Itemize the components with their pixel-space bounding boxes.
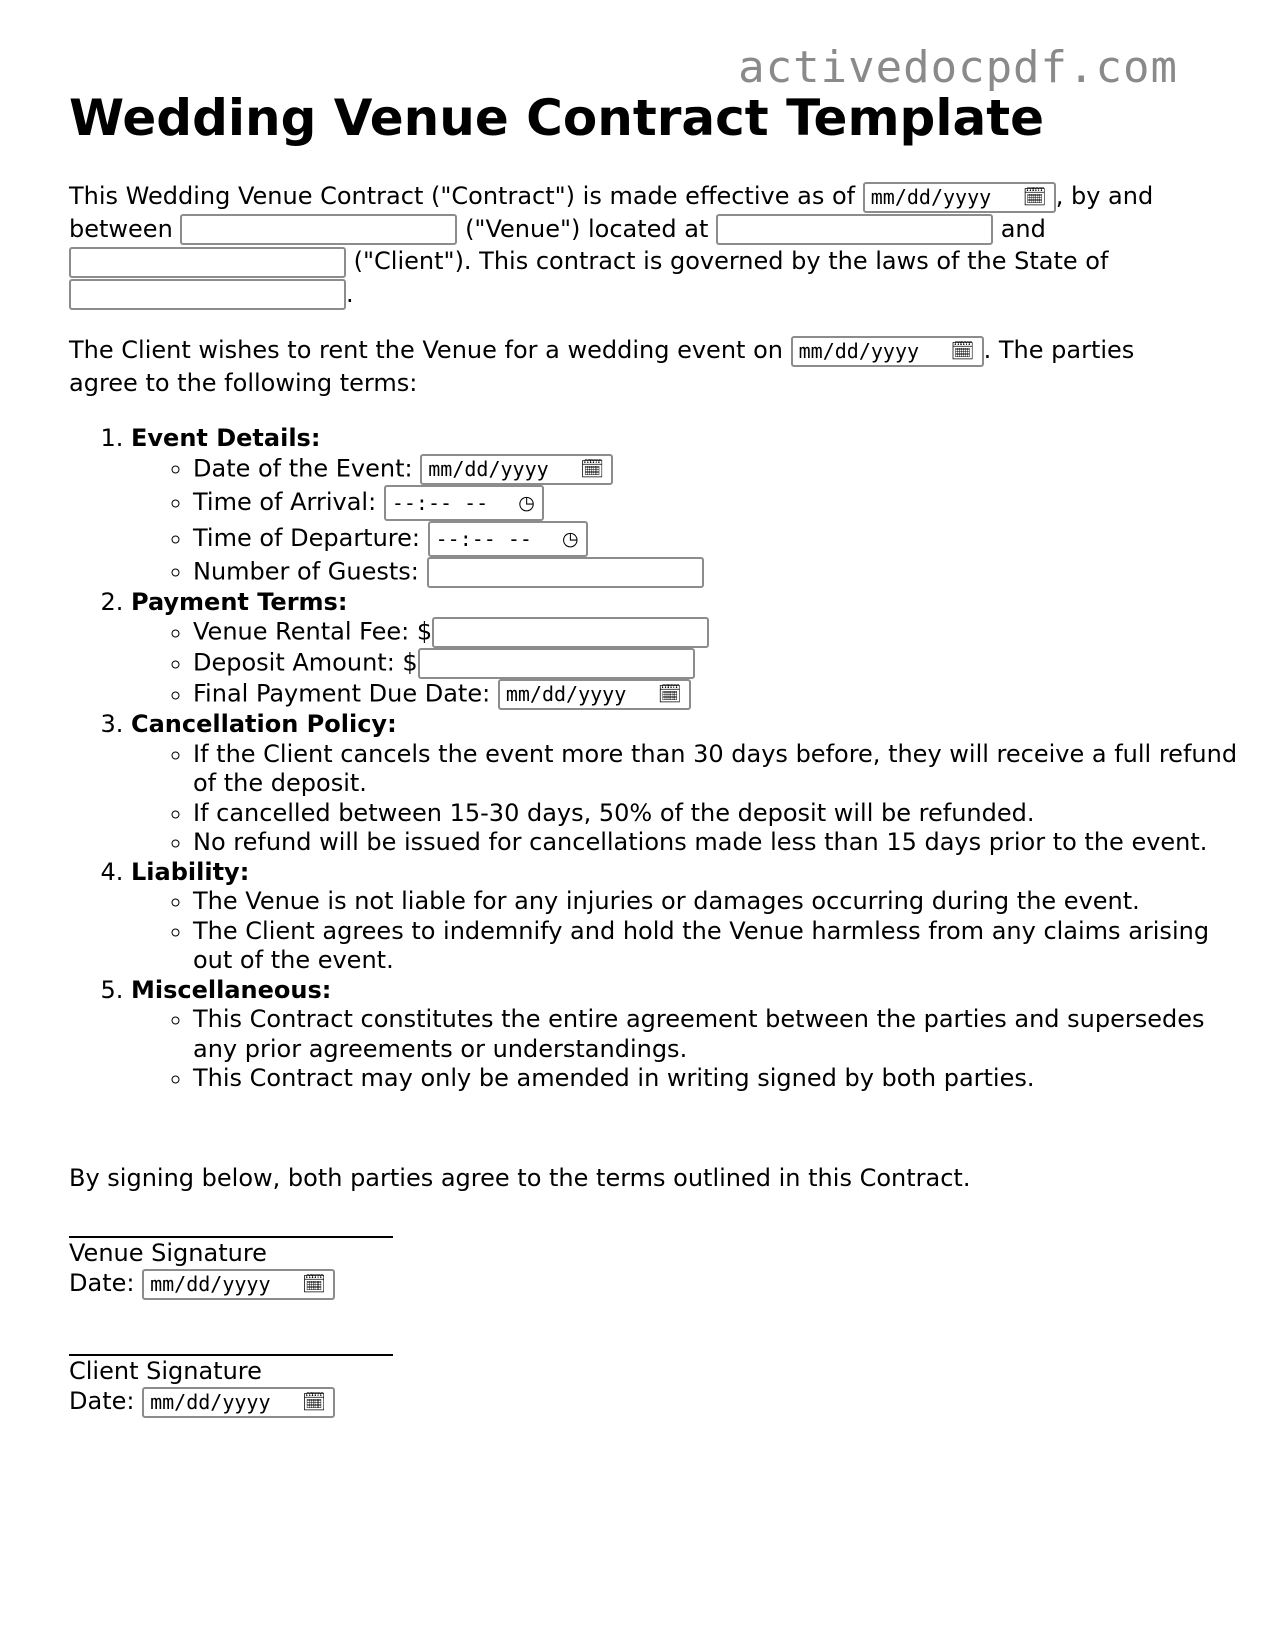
rental-fee-input[interactable] [432, 617, 709, 648]
intro-text: This Wedding Venue Contract ("Contract") is made effective as of [69, 182, 856, 210]
client-signature-date-input[interactable] [142, 1387, 335, 1418]
intro-text: , by and between [69, 182, 1154, 243]
calendar-icon[interactable]: 🗓 [950, 339, 975, 362]
event-text: The Client wishes to rent the Venue for a wedding event on [69, 336, 783, 364]
event-date-input[interactable] [420, 454, 613, 485]
time-placeholder: --:-- -- [435, 526, 532, 551]
list-item [193, 557, 1251, 588]
time-placeholder: --:-- -- [391, 490, 489, 515]
venue-name-input[interactable] [180, 214, 457, 245]
client-date-row [69, 1386, 393, 1418]
intro-text: ("Venue") located at [465, 214, 709, 243]
arrival-time-input[interactable] [384, 485, 544, 521]
term-title: Liability: [131, 857, 250, 886]
venue-date-row [69, 1268, 393, 1300]
list-item [193, 679, 1251, 710]
list-item [193, 521, 1251, 557]
term-title: Miscellaneous: [131, 975, 332, 1004]
field-label: Time of Departure: [193, 523, 420, 552]
date-placeholder: mm/dd/yyyy [428, 456, 549, 481]
list-item [193, 648, 1251, 679]
list-item: ◦ No refund will be issued for cancellations made less than 15 days prior to the event. [193, 828, 1251, 858]
page-title: Wedding Venue Contract Template [69, 89, 1045, 147]
calendar-icon[interactable]: 🗓 [580, 457, 605, 480]
intro-text: . [346, 279, 354, 308]
date-label: Date: [69, 1387, 135, 1415]
watermark: activedocpdf.com [738, 42, 1178, 93]
client-name-input[interactable] [69, 247, 346, 278]
calendar-icon[interactable]: 🗓 [301, 1390, 327, 1413]
term-title: Payment Terms: [131, 587, 348, 616]
client-signature-label: Client Signature [69, 1357, 262, 1385]
client-signature-block [69, 1354, 393, 1418]
governing-state-input[interactable] [69, 279, 346, 310]
deposit-amount-input[interactable] [418, 648, 695, 679]
venue-signature-date-input[interactable] [142, 1269, 335, 1300]
field-label: Time of Arrival: [193, 487, 377, 516]
effective-date-input[interactable] [863, 182, 1056, 213]
field-label: Venue Rental Fee: $ [193, 617, 433, 646]
clock-icon[interactable]: ◷ [518, 491, 535, 514]
field-label: Final Payment Due Date: [193, 679, 491, 708]
venue-signature-label: Venue Signature [69, 1239, 267, 1267]
final-payment-date-input[interactable] [498, 679, 691, 710]
venue-signature-block [69, 1236, 393, 1300]
list-item [193, 617, 1251, 648]
term-cancellation-policy [131, 710, 1251, 858]
term-liability [131, 858, 1251, 976]
date-placeholder: mm/dd/yyyy [798, 338, 920, 363]
list-item [193, 454, 1251, 485]
term-title: Event Details: [131, 424, 321, 452]
intro-text: and [1000, 214, 1046, 243]
field-label: Deposit Amount: $ [193, 648, 418, 677]
term-miscellaneous [131, 976, 1251, 1094]
closing-statement: By signing below, both parties agree to the terms outlined in this Contract. [69, 1164, 971, 1192]
date-label: Date: [69, 1269, 135, 1297]
term-event-details [131, 424, 1251, 588]
list-item [193, 485, 1251, 521]
list-item: ◦ If cancelled between 15-30 days, 50% of the deposit will be refunded. [193, 799, 1251, 829]
list-item: ◦ This Contract may only be amended in writing signed by both parties. [193, 1064, 1251, 1094]
term-title: Cancellation Policy: [131, 710, 397, 738]
event-paragraph [69, 334, 1189, 399]
intro-text: ("Client"). This contract is governed by the laws of the State of [353, 247, 1109, 275]
list-item: ◦ If the Client cancels the event more than 30 days before, they will receive a full refund of the deposit. [193, 740, 1251, 799]
departure-time-input[interactable] [428, 521, 588, 557]
calendar-icon[interactable]: 🗓 [301, 1272, 327, 1295]
term-payment-terms [131, 588, 1251, 711]
list-item: ◦ This Contract constitutes the entire agreement between the parties and supersedes any prior agreements or understandings. [193, 1005, 1251, 1064]
field-label: Date of the Event: [193, 454, 413, 482]
list-item: ◦ The Venue is not liable for any injuries or damages occurring during the event. [193, 887, 1251, 917]
date-placeholder: mm/dd/yyyy [870, 184, 992, 209]
event-text: . The parties agree to the following terms: [69, 336, 1135, 397]
date-placeholder: mm/dd/yyyy [150, 1271, 271, 1296]
wedding-date-input[interactable] [791, 336, 984, 367]
date-placeholder: mm/dd/yyyy [505, 682, 627, 706]
guest-count-input[interactable] [427, 557, 704, 588]
calendar-icon[interactable]: 🗓 [1022, 185, 1047, 208]
calendar-icon[interactable]: 🗓 [657, 683, 682, 705]
field-label: Number of Guests: [193, 557, 419, 585]
terms-list [69, 424, 1251, 1094]
venue-location-input[interactable] [716, 214, 993, 245]
list-item: ◦ The Client agrees to indemnify and hold the Venue harmless from any claims arising out of the event. [193, 917, 1251, 976]
clock-icon[interactable]: ◷ [562, 527, 579, 550]
date-placeholder: mm/dd/yyyy [150, 1389, 271, 1414]
intro-paragraph [69, 180, 1189, 310]
